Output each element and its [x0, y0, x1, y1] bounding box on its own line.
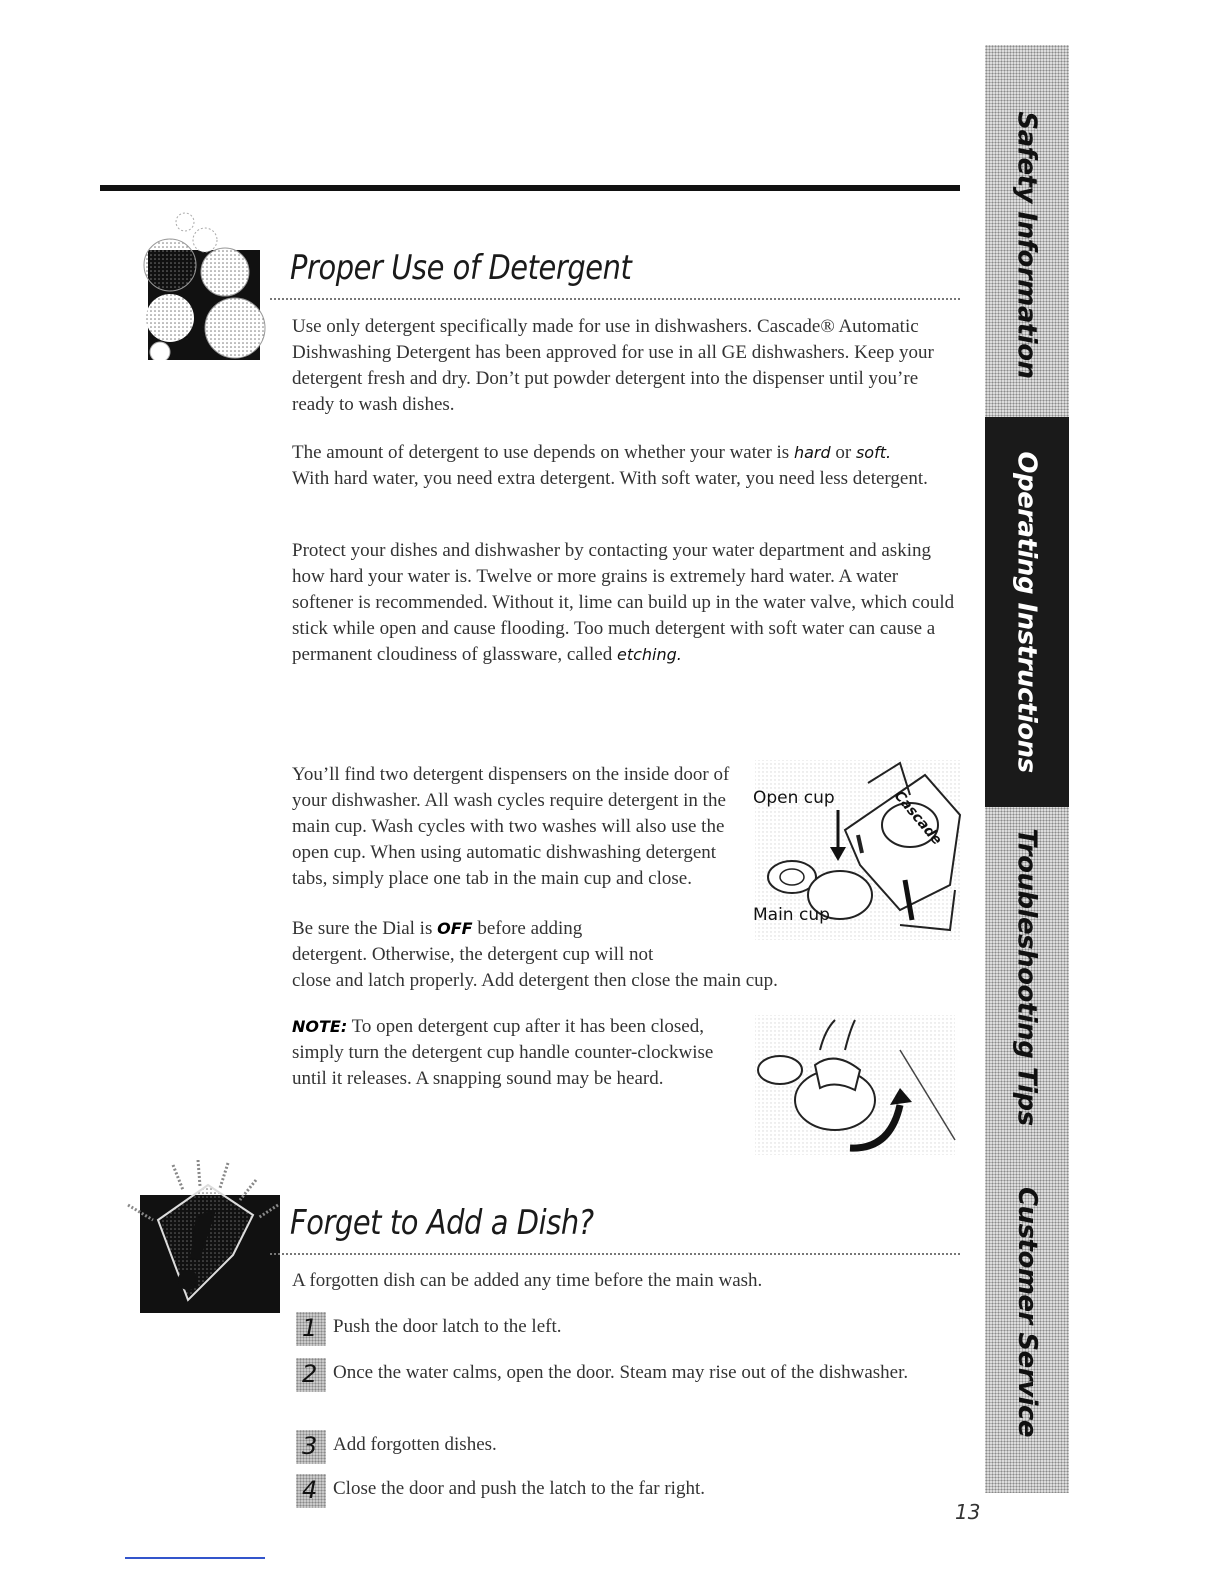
- step-3-badge: [296, 1430, 326, 1464]
- step-number: 2: [302, 1360, 318, 1388]
- tab-customer-service[interactable]: [985, 1147, 1069, 1477]
- tab-label: Customer Service: [1012, 1186, 1043, 1438]
- soft-emphasis: soft.: [855, 443, 892, 462]
- exclamation-bulb-icon: [118, 1160, 283, 1315]
- page-number: 13: [955, 1500, 981, 1524]
- tab-operating-instructions[interactable]: [985, 417, 1069, 807]
- top-rule: [100, 185, 960, 191]
- title-divider-forget: [270, 1253, 960, 1255]
- section-title-forget: Forget to Add a Dish?: [290, 1203, 594, 1243]
- off-emphasis: OFF: [437, 919, 473, 938]
- paragraph-two-dispensers: You’ll find two detergent dispensers on the inside door of your dishwasher. All wash cycles require detergent in the main cup. Wash cycles with two washes will also use the open cup. When using automatic dishwashing detergent tabs, simply place one tab in the main cup and close.: [292, 764, 730, 889]
- tab-label: Troubleshooting Tips: [1012, 828, 1043, 1126]
- tab-label: Safety Information: [1012, 111, 1042, 379]
- step-text: Push the door latch to the left.: [333, 1316, 562, 1337]
- step-3: [296, 1430, 956, 1470]
- main-cup-label: Main cup: [753, 905, 830, 925]
- note-paragraph: NOTE: To open detergent cup after it has been closed, simply turn the detergent cup handle counter-clockwise until it releases. A snapping sound may be heard.: [292, 1016, 714, 1089]
- cup-turn-illustration: [750, 1010, 960, 1160]
- hard-emphasis: hard: [793, 443, 831, 462]
- step-1: [296, 1312, 956, 1352]
- tab-label: Operating Instructions: [1012, 451, 1042, 773]
- title-divider: [270, 298, 960, 300]
- paragraph-dial-off-cont: detergent. Otherwise, the detergent cup will not: [292, 944, 654, 965]
- step-2: [296, 1358, 956, 1418]
- step-text: Close the door and push the latch to the far right.: [333, 1478, 705, 1499]
- paragraph-water-hardness: The amount of detergent to use depends on whether your water is hard or soft. With hard water, you need extra detergent. With soft water, you need less detergent.: [292, 442, 928, 489]
- step-4-badge: [296, 1474, 326, 1508]
- forget-intro: A forgotten dish can be added any time before the main wash.: [292, 1270, 763, 1291]
- section-tab-bar: [985, 45, 1069, 1493]
- step-4: [296, 1474, 956, 1514]
- dispenser-illustration: [750, 755, 965, 945]
- step-text: Once the water calms, open the door. Steam may rise out of the dishwasher.: [333, 1362, 909, 1383]
- etching-emphasis: etching.: [617, 645, 682, 664]
- detergent-bubbles-icon: [130, 210, 270, 360]
- paragraph-protect-dishes: Protect your dishes and dishwasher by contacting your water department and asking how hard your water is. Twelve or more grains is extremely hard water. A water softener is recommended. Without it, lime can build up in the water valve, which could stick while open and cause flooding. Too much detergent with soft water can cause a permanent cloudiness of glassware, called etching.: [292, 540, 955, 665]
- paragraph-dial-off-end: close and latch properly. Add detergent then close the main cup.: [292, 970, 778, 991]
- step-text: Add forgotten dishes.: [333, 1434, 497, 1455]
- tab-safety-information[interactable]: [985, 65, 1069, 425]
- footer-rule: [125, 1557, 265, 1559]
- paragraph-dial-off: Be sure the Dial is OFF before adding: [292, 918, 583, 939]
- step-number: 1: [302, 1314, 318, 1342]
- tab-troubleshooting-tips[interactable]: [985, 807, 1069, 1147]
- cascade-box-label: Cascade: [890, 787, 945, 849]
- section-title-detergent: Proper Use of Detergent: [290, 248, 632, 288]
- paragraph-approved-detergent: Use only detergent specifically made for use in dishwashers. Cascade® Automatic Dishwashing Detergent has been approved for use in all GE dishwashers. Keep your detergent fresh and dry. Don’t put powder detergent into the dispenser until you’re ready to wash dishes.: [292, 316, 934, 415]
- step-2-badge: [296, 1358, 326, 1392]
- note-label: NOTE:: [292, 1017, 348, 1036]
- step-number: 4: [302, 1476, 318, 1504]
- step-number: 3: [302, 1432, 318, 1460]
- open-cup-label: Open cup: [753, 788, 835, 808]
- step-1-badge: [296, 1312, 326, 1346]
